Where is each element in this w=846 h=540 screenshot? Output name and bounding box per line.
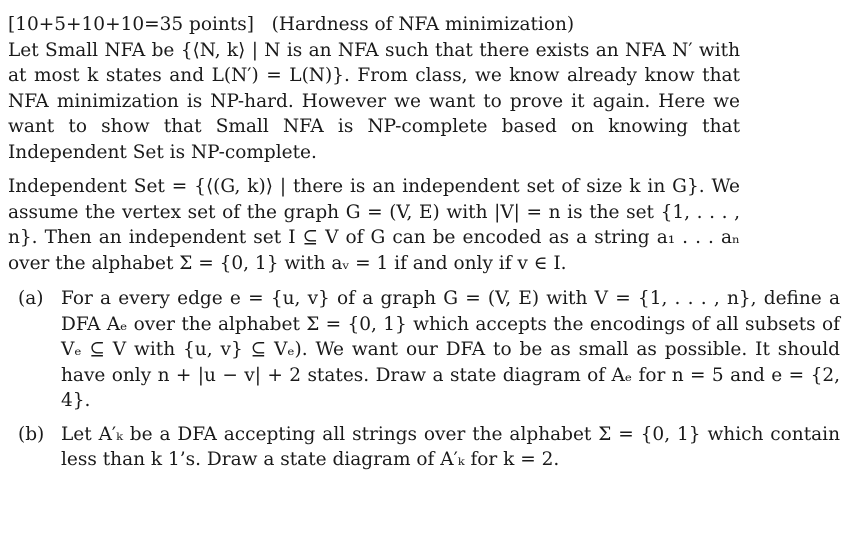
points-label: [10+5+10+10=35 points]: [8, 14, 254, 35]
problem-title: (Hardness of NFA minimization): [271, 14, 575, 35]
subquestion-list: [8, 286, 840, 473]
subquestion-a: [18, 286, 840, 414]
definition-paragraph: Independent Set = {⟨(G, k)⟩ | there is an independent set of size k in G}. We assume the vertex set of the graph G = (V, E) with |V| = n is the set {1, . . . , n}. Then an independent set I ⊆ V of G can be encoded as a string a₁ . . . aₙ over the alphabet Σ = {0, 1} with aᵥ = 1 if and only if v ∈ I.: [8, 176, 740, 274]
subquestion-text: For a every edge e = {u, v} of a graph G = (V, E) with V = {1, . . . , n}, define a DFA Aₑ over the alphabet Σ = {0, 1} which accepts the encodings of all subsets of Vₑ ⊆ V with {u, v} ⊆ Vₑ). We want our DFA to be as small as possible. It should have only n + |u − v| + 2 states. Draw a state diagram of Aₑ for n = 5 and e = {2, 4}.: [61, 288, 840, 411]
subquestion-b: [18, 422, 840, 473]
subquestion-label: (a): [18, 288, 44, 309]
subquestion-label: (b): [18, 423, 45, 445]
intro-paragraph: Let Small NFA be {⟨N, k⟩ | N is an NFA such that there exists an NFA N′ with at most k states and L(N′) = L(N)}. From class, we know already know that NFA minimization is NP-hard. However we want to prove it again. Here we want to show that Small NFA is NP-complete based on knowing that Independent Set is NP-complete.: [8, 39, 740, 163]
subquestion-text: Let A′ₖ be a DFA accepting all strings over the alphabet Σ = {0, 1} which contain less than k 1’s. Draw a state diagram of A′ₖ for k = 2.: [61, 423, 840, 470]
problem-statement: [8, 12, 840, 473]
problem-header: [8, 12, 840, 38]
